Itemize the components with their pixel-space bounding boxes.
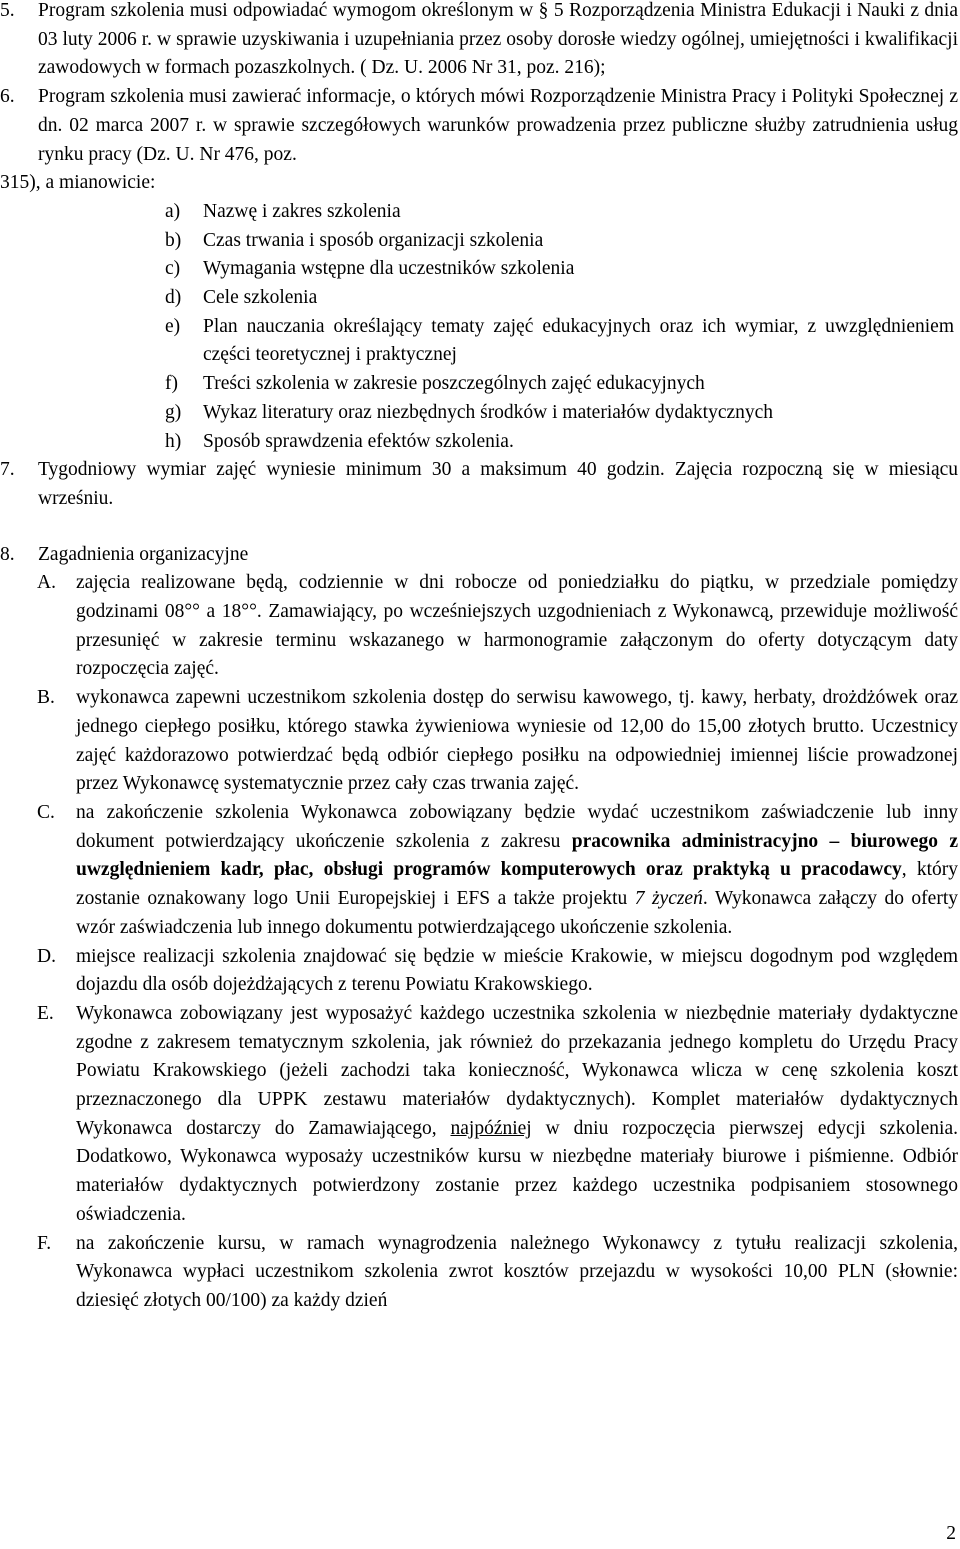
sublist-text: Cele szkolenia [203, 287, 318, 309]
page-number: 2 [946, 1523, 956, 1544]
org-text-part: Wykonawca zobowiązany jest wyposażyć każdego uczestnika szkolenia w niezbędnie materiały dydaktyczne zgodne z zakresem tematycznym szkolenia, jak również do przekazania jednego kompletu do Urzędu Pracy Powiatu Krakowskiego (jeżeli zachodzi taka konieczność, Wykonawca wlicza w cenę szkolenia koszt przeznaczonego dla UPPK zestawu materiałów dydaktycznych). Komplet materiałów dydaktycznych Wykonawca dostarczy do Zamawiającego, [76, 1002, 958, 1139]
sublist-text: Plan nauczania określający tematy zajęć edukacyjnych oraz ich wymiar, z uwzględnieniem części teoretycznej i praktycznej [203, 315, 954, 366]
program-contents-list [0, 198, 958, 456]
sublist-label: b) [165, 229, 182, 251]
list-item-7 [0, 456, 958, 513]
sublist-item-d [0, 284, 958, 313]
org-item-d [0, 943, 958, 1000]
org-item-c [0, 799, 958, 943]
spacer [0, 514, 958, 541]
sublist-text: Wymagania wstępne dla uczestników szkolenia [203, 258, 575, 280]
sublist-text: Sposób sprawdzenia efektów szkolenia. [203, 430, 514, 452]
org-text: wykonawca zapewni uczestnikom szkolenia dostęp do serwisu kawowego, tj. kawy, herbaty, drożdżówek oraz jednego ciepłego posiłku, którego stawka żywieniowa wyniesie od 12,00 do 15,00 złotych brutto. Uczestnicy zajęć każdorazowo potwierdzać będą odbiór ciepłego posiłku na odpowiedniej imiennej liście prowadzonej przez Wykonawcę systematycznie przez cały czas trwania zajęć. [76, 687, 958, 795]
sublist-label: h) [165, 430, 182, 452]
org-label: F. [37, 1232, 52, 1254]
sublist-label: a) [165, 200, 181, 222]
project-name-italic: 7 życzeń [634, 888, 703, 910]
org-label: A. [37, 572, 56, 594]
org-label: D. [37, 945, 56, 967]
org-text: na zakończenie kursu, w ramach wynagrodzenia należnego Wykonawcy z tytułu realizacji szkolenia, Wykonawca wypłaci uczestnikom szkolenia zwrot kosztów przejazdu w wysokości 10,00 PLN (słownie: dziesięć złotych 00/100) za każdy dzień [76, 1232, 958, 1311]
org-text [76, 1000, 958, 1230]
item-number: 6. [0, 86, 15, 108]
sublist-text: Wykaz literatury oraz niezbędnych środków i materiałów dydaktycznych [203, 401, 774, 423]
deadline-underlined: najpóźniej [450, 1117, 532, 1139]
sublist-text: Treści szkolenia w zakresie poszczególnych zajęć edukacyjnych [203, 373, 705, 395]
org-item-b [0, 684, 958, 799]
org-label: C. [37, 801, 55, 823]
org-item-e [0, 1000, 958, 1230]
sublist-label: g) [165, 401, 182, 423]
sublist-item-b [0, 227, 958, 256]
item-text: Program szkolenia musi odpowiadać wymogom określonym w § 5 Rozporządzenia Ministra Edukacji i Nauki z dnia 03 luty 2006 r. w sprawie uzyskiwania i uzupełniania przez osoby dorosłe wiedzy ogólnej, umiejętności i kwalifikacji zawodowych w formach pozaszkolnych. ( Dz. U. 2006 Nr 31, poz. 216); [38, 0, 958, 79]
section-heading: Zagadnienia organizacyjne [38, 543, 249, 565]
org-text-part: w dniu rozpoczęcia pierwszej edycji szkolenia. Dodatkowo, Wykonawca wyposaży uczestników kursu w niezbędne materiały biurowe i piśmienne. Odbiór materiałów dydaktycznych potwierdzony zostanie przez każdego uczestnika podpisaniem stosownego oświadczenia. [76, 1117, 958, 1225]
org-label: E. [37, 1002, 54, 1024]
sublist-label: e) [165, 315, 181, 337]
sublist-item-e [0, 313, 958, 370]
org-item-f [0, 1230, 958, 1316]
org-text-part: , który zostanie oznakowany logo Unii Europejskiej i EFS a także projektu [76, 859, 958, 910]
item-text: Tygodniowy wymiar zajęć wyniesie minimum 30 a maksimum 40 godzin. Zajęcia rozpoczną się w miesiącu wrześniu. [38, 459, 958, 509]
org-text: zajęcia realizowane będą, codziennie w dni robocze od poniedziałku do piątku, w przedziale pomiędzy godzinami 08°° a 18°°. Zamawiający, po wcześniejszych uzgodnieniach z Wykonawcą, przewiduje możliwość przesunięć w zakresie terminu wskazanego w harmonogramie załączonym do oferty dotyczącym daty rozpoczęcia zajęć. [76, 572, 958, 680]
sublist-label: c) [165, 258, 181, 280]
sublist-text: Nazwę i zakres szkolenia [203, 200, 401, 222]
sublist-item-f [0, 370, 958, 399]
sublist-label: d) [165, 287, 182, 309]
item-number: 7. [0, 459, 15, 481]
org-item-a [0, 569, 958, 684]
org-label: B. [37, 687, 55, 709]
org-text-part: . Wykonawca załączy do oferty wzór zaświadczenia lub innego dokumentu potwierdzającego ukończenie szkolenia. [76, 888, 958, 938]
training-scope-bold: pracownika administracyjno – biurowego z uwzględnieniem kadr, płac, obsługi programów komputerowych oraz praktyką u pracodawcy [76, 830, 958, 881]
list-item-6 [0, 83, 958, 169]
sublist-item-g [0, 399, 958, 428]
org-text: miejsce realizacji szkolenia znajdować się będzie w mieście Krakowie, w miejscu dogodnym pod względem dojazdu dla osób dojeżdżających z terenu Powiatu Krakowskiego. [76, 945, 958, 996]
org-text-part: na zakończenie szkolenia Wykonawca zobowiązany będzie wydać uczestnikom zaświadczenie lub inny dokument potwierdzający ukończenie szkolenia z zakresu [76, 801, 958, 852]
list-item-5 [0, 0, 958, 83]
org-text [76, 799, 958, 943]
item-number: 5. [0, 0, 15, 21]
item-number: 8. [0, 543, 15, 565]
sublist-text: Czas trwania i sposób organizacji szkolenia [203, 229, 544, 251]
item-text: Program szkolenia musi zawierać informacje, o których mówi Rozporządzenie Ministra Pracy i Polityki Społecznej z dn. 02 marca 2007 r. w sprawie szczegółowych warunków prowadzenia przez publiczne służby zatrudnienia usług rynku pracy (Dz. U. Nr 476, poz. [38, 86, 958, 165]
sublist-item-c [0, 255, 958, 284]
sublist-item-h [0, 428, 958, 457]
sublist-label: f) [165, 373, 178, 395]
item-6-continuation: 315), a mianowicie: [0, 172, 156, 194]
sublist-item-a [0, 198, 958, 227]
list-item-8 [0, 541, 958, 570]
